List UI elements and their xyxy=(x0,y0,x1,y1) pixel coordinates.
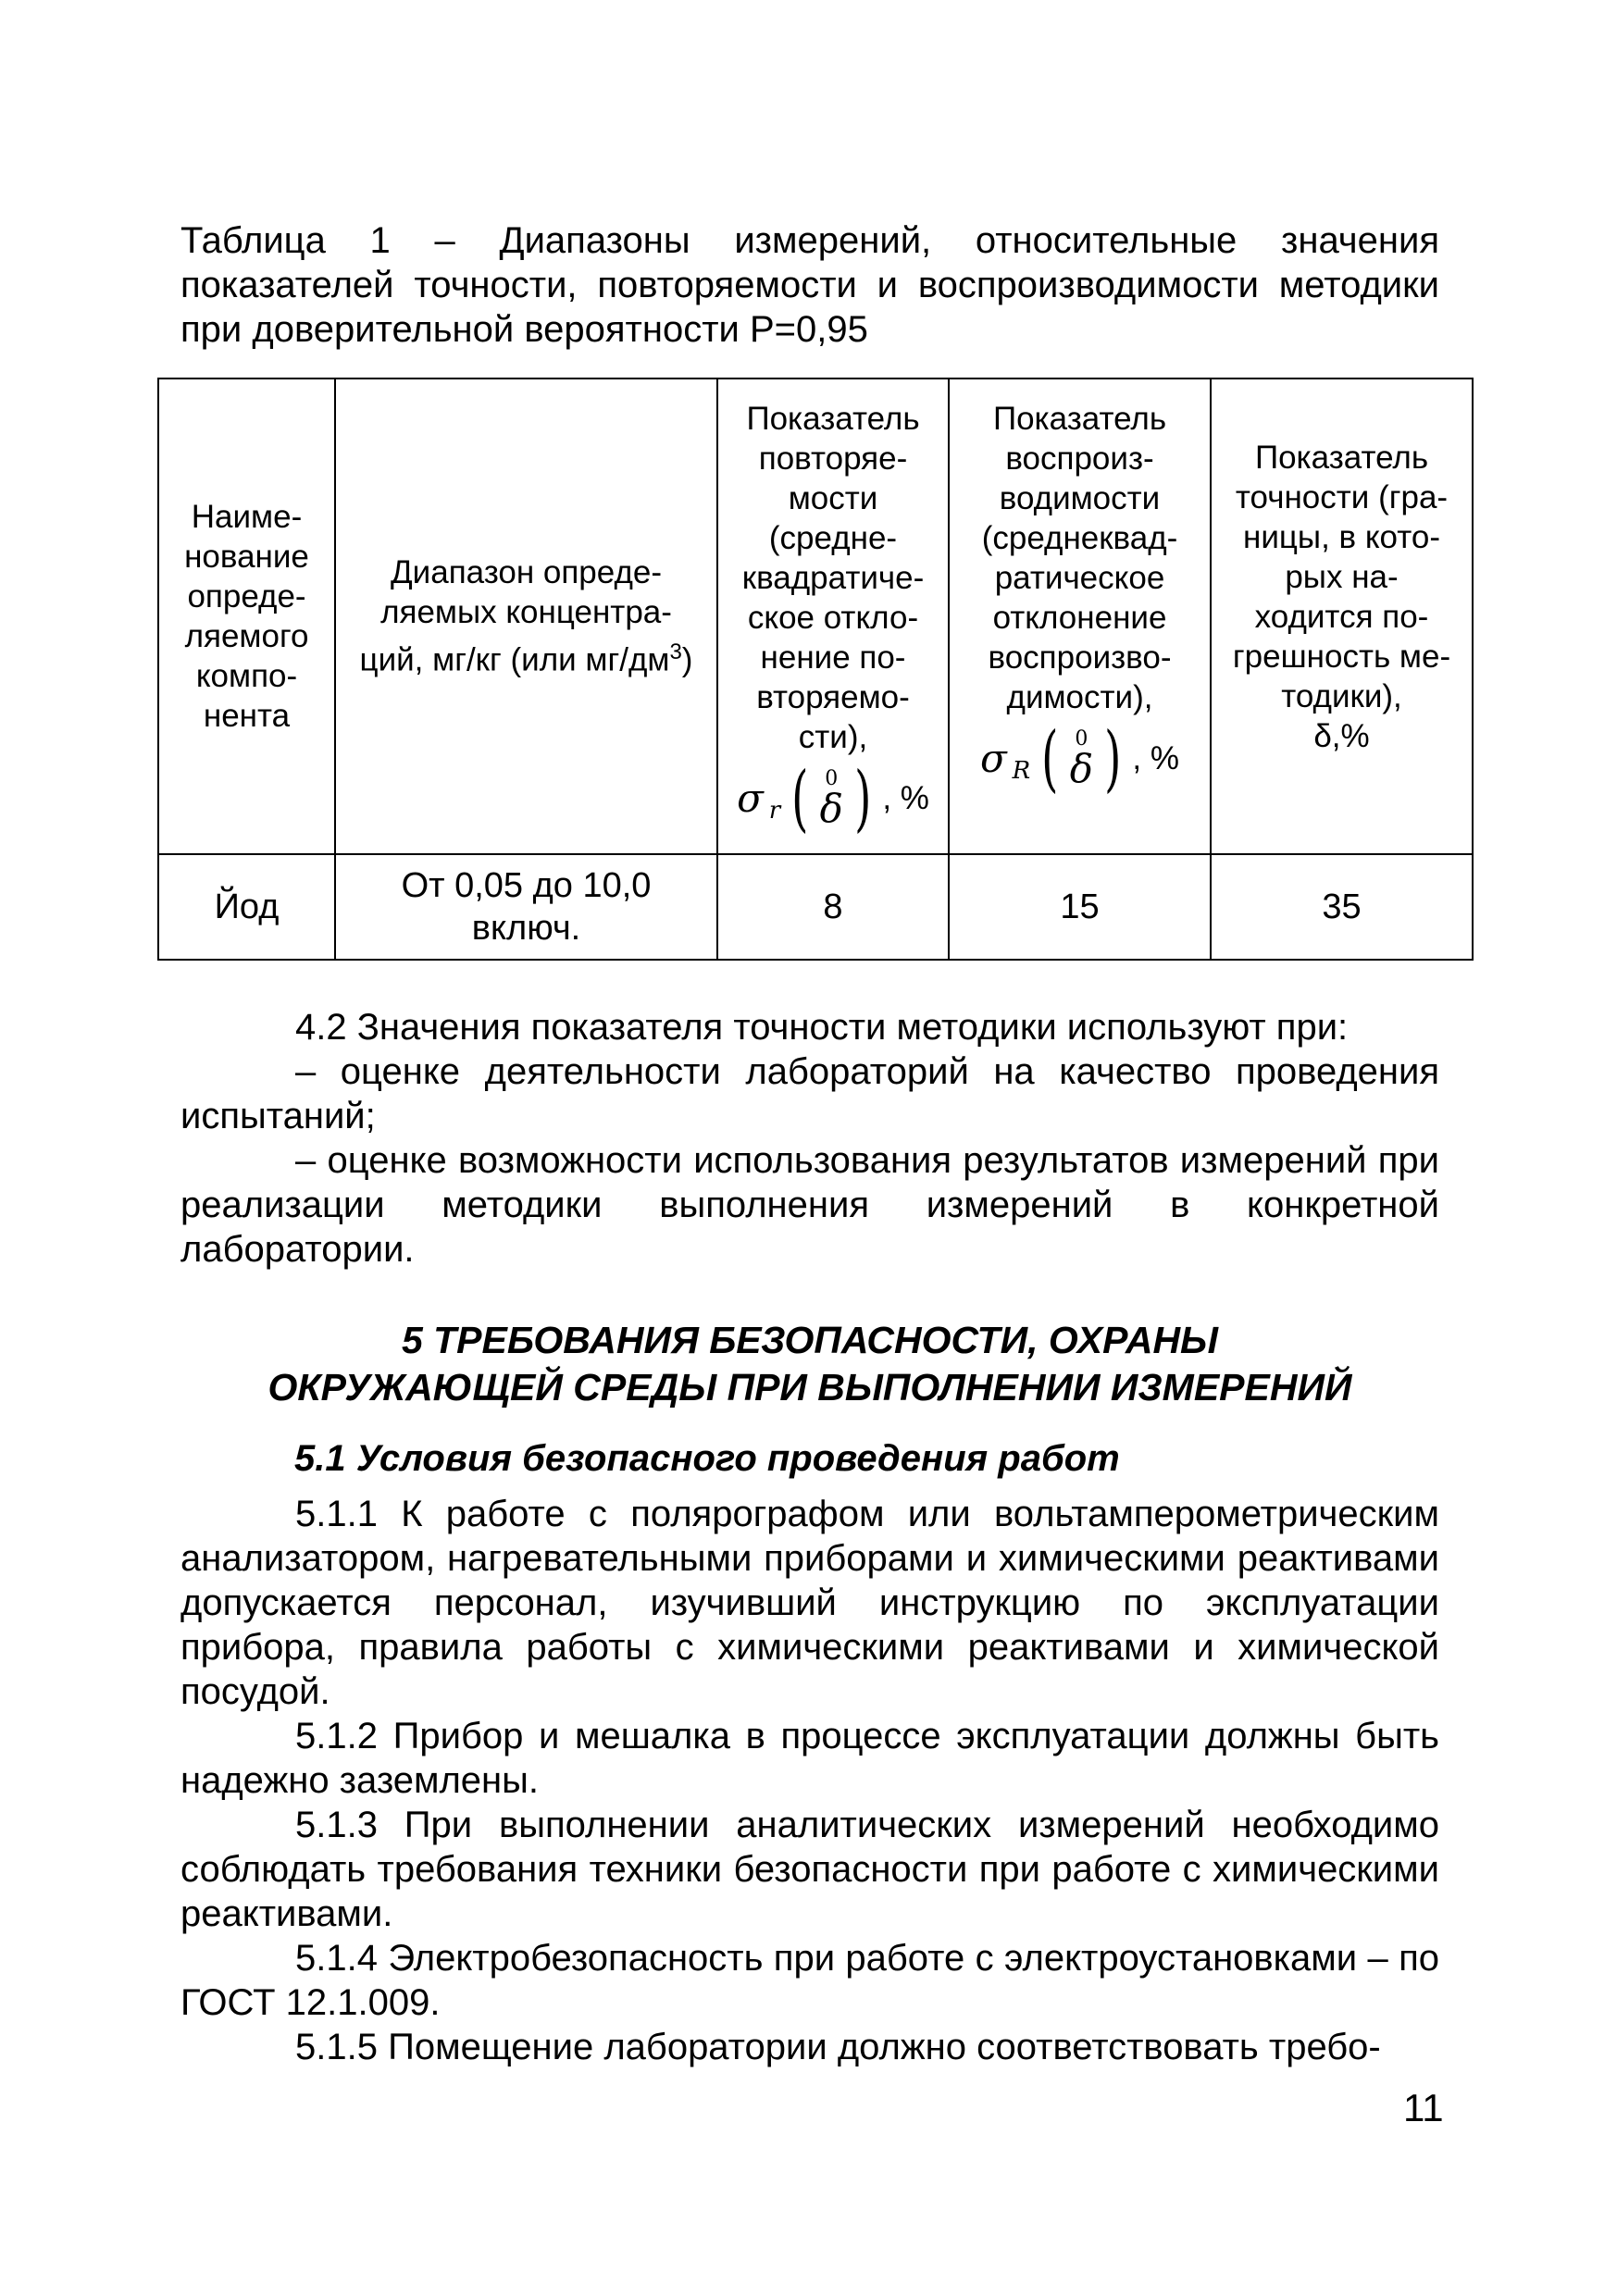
table-header-row xyxy=(158,379,1473,854)
bullet-item: – оценке деятельности лабораторий на качество проведения испытаний; xyxy=(180,1051,1439,1136)
header-reproducibility: Показатель воспроиз- водимости (среднеквад- ратическое отклонение воспроизво- димости), σ R ( 0 δ ) , % xyxy=(949,379,1211,854)
cell-repeatability: 8 xyxy=(717,854,949,960)
table-row xyxy=(158,854,1473,960)
repeatability-formula: σ r ( 0 δ ) , % xyxy=(737,756,929,840)
subsection-heading: 5.1 Условия безопасного проведения работ xyxy=(294,1438,1120,1479)
paragraph-5-1-2: 5.1.2 Прибор и мешалка в процессе эксплуатации должны быть надежно заземлены. xyxy=(180,1716,1439,1801)
paragraph-5-1-3: 5.1.3 При выполнении аналитических измерений необходимо соблюдать требования техники безопасности при работе с химическими реактивами. xyxy=(180,1805,1439,1934)
paragraph-4-2: 4.2 Значения показателя точности методики используют при: xyxy=(295,1007,1349,1048)
paragraph-5-1-4: 5.1.4 Электробезопасность при работе с электроустановками – по ГОСТ 12.1.009. xyxy=(180,1938,1439,2023)
header-accuracy: Показатель точности (гра- ницы, в кото- рых на- ходится по- грешность ме- тодики), δ,% xyxy=(1211,379,1473,854)
cell-component: Йод xyxy=(158,854,335,960)
header-repeatability: Показатель повторяе- мости (средне- квадратиче- ское откло- нение по- вторяемо- сти), σ r ( 0 δ ) , % xyxy=(717,379,949,854)
section-heading-line-2: ОКРУЖАЮЩЕЙ СРЕДЫ ПРИ ВЫПОЛНЕНИИ ИЗМЕРЕНИЙ xyxy=(267,1366,1352,1409)
page-number: 11 xyxy=(1403,2086,1444,2129)
cell-reproducibility: 15 xyxy=(949,854,1211,960)
table-caption: Таблица 1 – Диапазоны измерений, относительные значения показателей точности, повторяемости и воспроизводимости методики при доверительной вероятности Р=0,95 xyxy=(180,220,1439,350)
paragraph-5-1-5: 5.1.5 Помещение лаборатории должно соответствовать требо- xyxy=(295,2027,1381,2067)
cell-accuracy: 35 xyxy=(1211,854,1473,960)
header-component-name: Наиме- нование опреде- ляемого компо- нента xyxy=(158,379,335,854)
paragraph-5-1-1: 5.1.1 К работе с полярографом или вольтамперометрическим анализатором, нагревательными приборами и химическими реактивами допускается персонал, изучивший инструкцию по эксплуатации прибора, правила работы с химическими реактивами и химической посудой. xyxy=(180,1494,1439,1712)
measurement-table xyxy=(157,378,1474,961)
cell-range: От 0,05 до 10,0 включ. xyxy=(335,854,717,960)
bullet-item: – оценке возможности использования результатов измерений при реализации методики выполнения измерений в конкретной лаборатории. xyxy=(180,1140,1439,1270)
reproducibility-formula: σ R ( 0 δ ) , % xyxy=(980,716,1179,800)
header-concentration-range: Диапазон опреде- ляемых концентра- ций, мг/кг (или $мг/дм^3$) xyxy=(335,379,717,854)
section-heading-line-1: 5 ТРЕБОВАНИЯ БЕЗОПАСНОСТИ, ОХРАНЫ xyxy=(401,1319,1219,1361)
